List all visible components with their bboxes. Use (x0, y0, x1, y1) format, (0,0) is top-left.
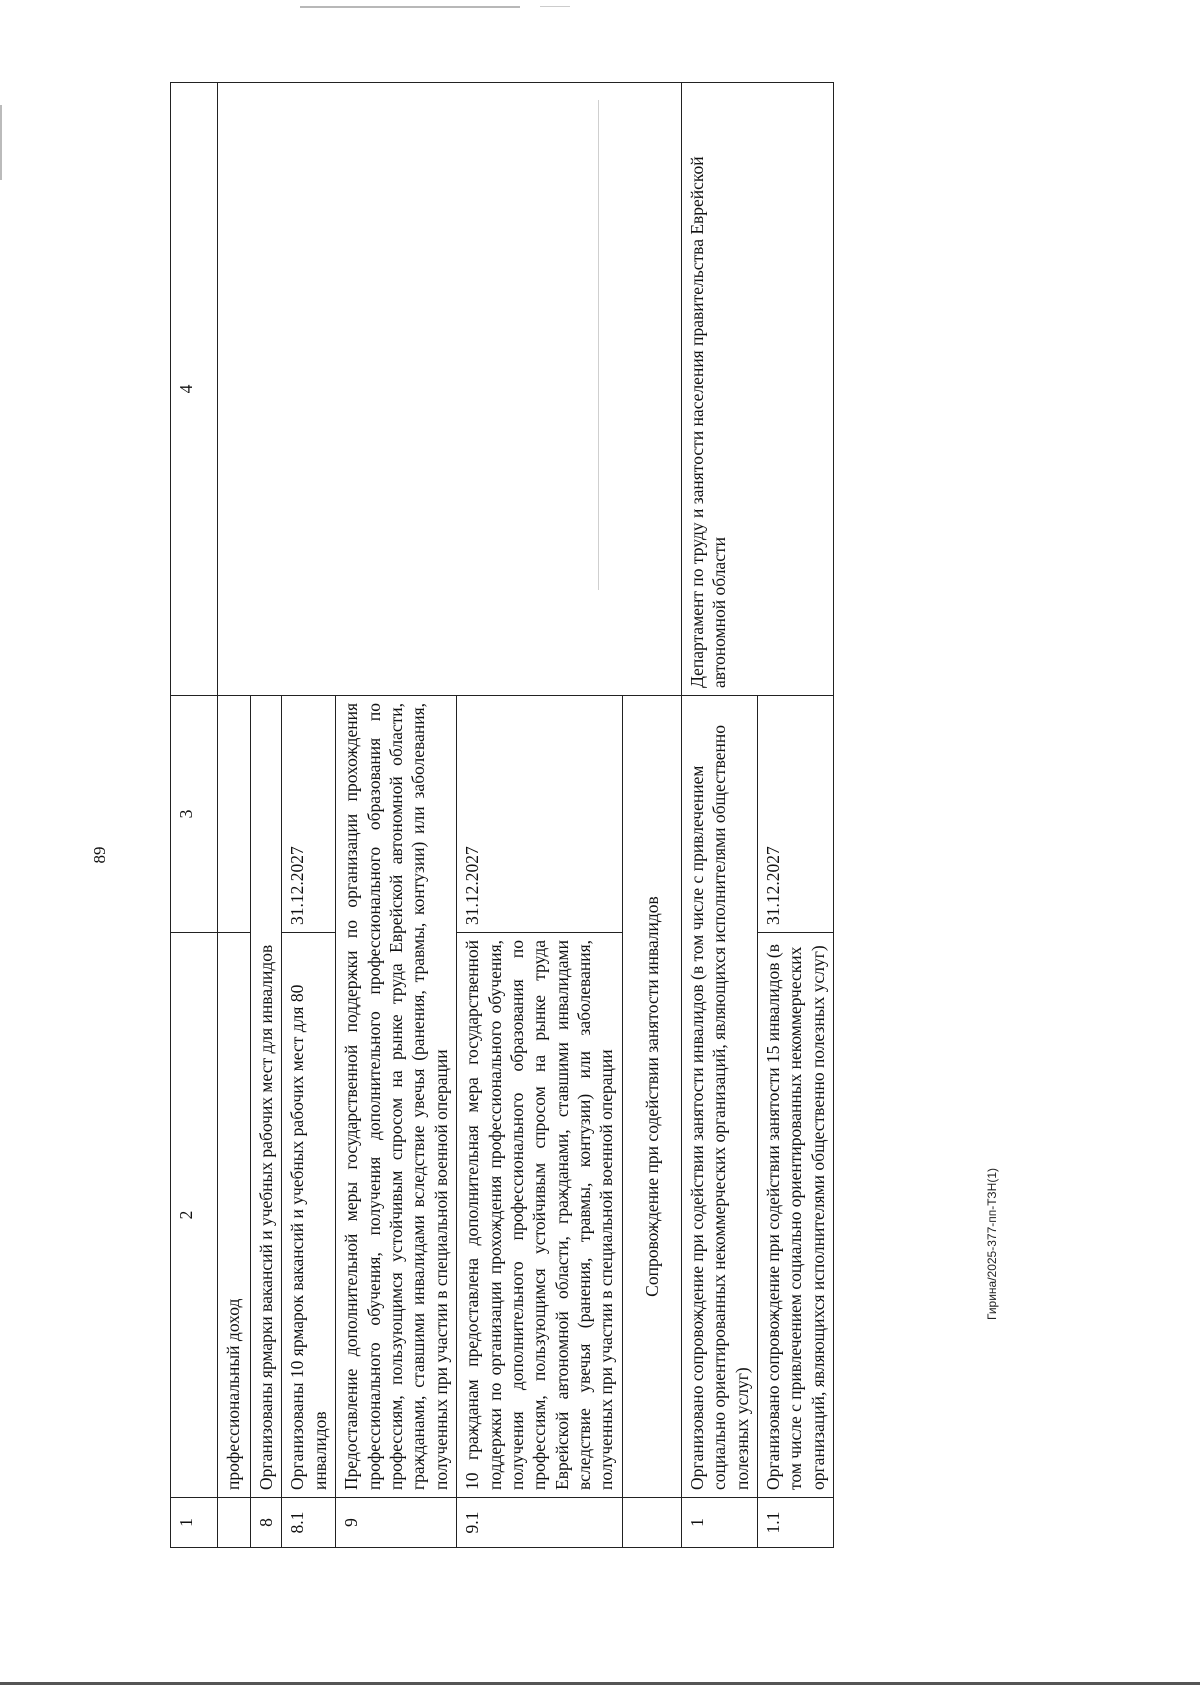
row-text: Организованы ярмарки вакансий и учебных рабочих мест для инвалидов (251, 696, 282, 1498)
row-text: Предоставление дополнительной меры государственной поддержки по организации прохождения профессионального обучения, получения дополнительного профессионального образования по профессиям, пользующимся устойчивым спросом на рынке труда Еврейской автономной области, гражданами, ставшими инвалидами вследствие увечья (ранения, травмы, контузии) или заболевания, полученных при участии в специальной военной операции (336, 696, 457, 1498)
header-col-4: 4 (171, 83, 218, 696)
table-header-row (171, 83, 218, 1548)
header-col-1: 1 (171, 1498, 218, 1548)
row-number: 8 (251, 1498, 282, 1548)
activities-table (170, 82, 834, 1548)
row-text: Организовано сопровождение при содействии занятости инвалидов (в том числе с привлечением социально ориентированных некоммерческих организаций, являющихся исполнителями общественно полезных услуг) (681, 696, 757, 1498)
row-text: 10 гражданам предоставлена дополнительная мера государственной поддержки по организации прохождения профессионального обучения, получения дополнительного профессионального образования по профессиям, пользующимся устойчивым спросом на рынке труда Еврейской автономной области, гражданами, ставшими инвалидами вследствие увечья (ранения, травмы, контузии) или заболевания, полученных при участии в специальной военной операции (457, 933, 623, 1498)
row-date: 31.12.2027 (758, 696, 834, 933)
header-col-3: 3 (171, 696, 218, 933)
scan-artifact-top-short (540, 6, 570, 7)
row-number: 1.1 (758, 1498, 834, 1548)
table-row (218, 83, 251, 1548)
row-number: 8.1 (282, 1498, 336, 1548)
row-text: Организовано сопровождение при содействии занятости 15 инвалидов (в том числе с привлечением социально ориентированных некоммерческих организаций, являющихся исполнителями общественно полезных услуг) (758, 933, 834, 1498)
row-text: профессиональный доход (218, 933, 251, 1498)
row-date: 31.12.2027 (457, 696, 623, 933)
document-footer-code: Гирина/2025-377-пп-ТЗН(1) (985, 1167, 999, 1320)
row-number: 9 (336, 1498, 457, 1548)
scan-artifact-left (0, 105, 2, 180)
row-number: 9.1 (457, 1498, 623, 1548)
responsible-party: Департамент по труду и занятости населения правительства Еврейской автономной области (681, 83, 833, 696)
landscape-table-container (170, 83, 1050, 1548)
row-date: 31.12.2027 (282, 696, 336, 933)
header-col-2: 2 (171, 933, 218, 1498)
scan-artifact-bottom (0, 1682, 1200, 1685)
table-row (681, 83, 757, 1548)
scan-artifact-top (300, 6, 520, 8)
page-number: 89 (90, 846, 109, 864)
row-number: 1 (681, 1498, 757, 1548)
row-text: Организованы 10 ярмарок вакансий и учебных рабочих мест для 80 инвалидов (282, 933, 336, 1498)
section-title: Сопровождение при содействии занятости инвалидов (622, 696, 681, 1498)
